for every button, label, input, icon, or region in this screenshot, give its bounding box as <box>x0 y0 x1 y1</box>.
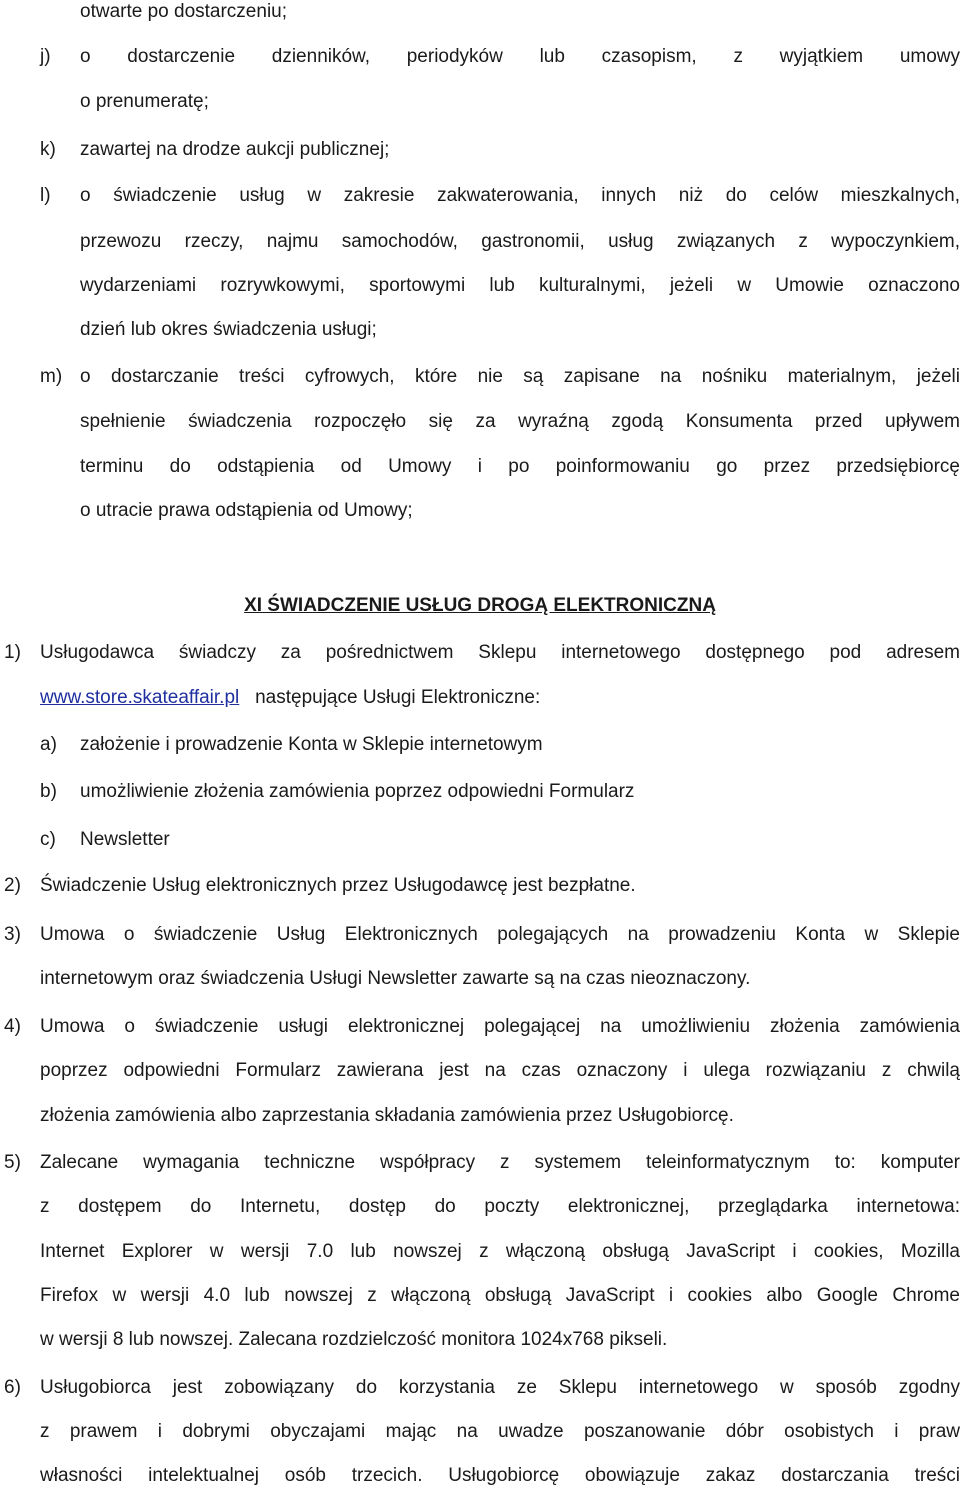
list-item-j-line: o prenumeratę; <box>80 91 209 112</box>
paragraph-6-marker: 6) <box>4 1377 21 1398</box>
list-item-m-line: o dostarczanie treści cyfrowych, które nie są zapisane na nośniku materialnym, jeżeli <box>80 366 960 387</box>
paragraph-5-line: w wersji 8 lub nowszej. Zalecana rozdzielczość monitora 1024x768 pikseli. <box>40 1329 668 1350</box>
paragraph-5-line: Internet Explorer w wersji 7.0 lub nowszej z włączoną obsługą JavaScript i cookies, Mozilla <box>40 1241 960 1262</box>
list-item-m-line: o utracie prawa odstąpienia od Umowy; <box>80 500 413 521</box>
paragraph-3-line: Umowa o świadczenie Usług Elektronicznych polegających na prowadzeniu Konta w Sklepie <box>40 924 960 945</box>
service-b-text: umożliwienie złożenia zamówienia poprzez odpowiedni Formularz <box>80 781 635 802</box>
service-c-text: Newsletter <box>80 829 170 850</box>
list-item-l-line: o świadczenie usług w zakresie zakwaterowania, innych niż do celów mieszkalnych, <box>80 185 960 206</box>
paragraph-4-line: złożenia zamówienia albo zaprzestania składania zamówienia przez Usługobiorcę. <box>40 1105 734 1126</box>
service-a-marker: a) <box>40 734 57 755</box>
paragraph-4-marker: 4) <box>4 1016 21 1037</box>
list-item-j-line: o dostarczenie dzienników, periodyków lub czasopism, z wyjątkiem umowy <box>80 46 960 67</box>
paragraph-1-line <box>40 686 540 710</box>
paragraph-6-line: Usługobiorca jest zobowiązany do korzystania ze Sklepu internetowego w sposób zgodny <box>40 1377 960 1398</box>
list-item-l-line: dzień lub okres świadczenia usługi; <box>80 319 377 340</box>
list-item-k-line: zawartej na drodze aukcji publicznej; <box>80 139 390 160</box>
paragraph-2-line: Świadczenie Usług elektronicznych przez Usługodawcę jest bezpłatne. <box>40 875 636 896</box>
list-item-j-marker: j) <box>40 46 51 67</box>
list-item-l-line: przewozu rzeczy, najmu samochodów, gastronomii, usług związanych z wypoczynkiem, <box>80 231 960 252</box>
paragraph-1-line: Usługodawca świadczy za pośrednictwem Sklepu internetowego dostępnego pod adresem <box>40 642 960 663</box>
paragraph-1-line-rest: następujące Usługi Elektroniczne: <box>255 687 541 708</box>
paragraph-3-line: internetowym oraz świadczenia Usługi Newsletter zawarte są na czas nieoznaczony. <box>40 968 751 989</box>
paragraph-5-line: z dostępem do Internetu, dostęp do poczty elektronicznej, przeglądarka internetowa: <box>40 1196 960 1217</box>
paragraph-5-line: Firefox w wersji 4.0 lub nowszej z włączoną obsługą JavaScript i cookies albo Google Chrome <box>40 1285 960 1306</box>
list-item-m-line: spełnienie świadczenia rozpoczęło się za wyraźną zgodą Konsumenta przed upływem <box>80 411 960 432</box>
list-item-l-line: wydarzeniami rozrywkowymi, sportowymi lub kulturalnymi, jeżeli w Umowie oznaczono <box>80 275 960 296</box>
paragraph-2-marker: 2) <box>4 875 21 896</box>
list-continuation-line: otwarte po dostarczeniu; <box>80 1 288 22</box>
paragraph-4-line: poprzez odpowiedni Formularz zawierana jest na czas oznaczony i ulega rozwiązaniu z chwilą <box>40 1060 960 1081</box>
service-a-text: założenie i prowadzenie Konta w Sklepie internetowym <box>80 734 543 755</box>
paragraph-6-line: własności intelektualnej osób trzecich. Usługobiorcę obowiązuje zakaz dostarczania treści <box>40 1465 960 1486</box>
paragraph-3-marker: 3) <box>4 924 21 945</box>
paragraph-5-line: Zalecane wymagania techniczne współpracy z systemem teleinformatycznym to: komputer <box>40 1152 960 1173</box>
service-b-marker: b) <box>40 781 57 802</box>
paragraph-6-line: z prawem i dobrymi obyczajami mając na uwadze poszanowanie dóbr osobistych i praw <box>40 1421 960 1442</box>
store-url-link[interactable]: www.store.skateaffair.pl <box>40 687 240 708</box>
list-item-m-marker: m) <box>40 366 63 387</box>
paragraph-4-line: Umowa o świadczenie usługi elektronicznej polegającej na umożliwieniu złożenia zamówienia <box>40 1016 960 1037</box>
list-item-k-marker: k) <box>40 139 56 160</box>
section-heading: XI ŚWIADCZENIE USŁUG DROGĄ ELEKTRONICZNĄ <box>244 595 716 616</box>
paragraph-5-marker: 5) <box>4 1152 21 1173</box>
list-item-l-marker: l) <box>40 185 51 206</box>
service-c-marker: c) <box>40 829 56 850</box>
paragraph-1-marker: 1) <box>4 642 21 663</box>
list-item-m-line: terminu do odstąpienia od Umowy i po poinformowaniu go przez przedsiębiorcę <box>80 456 960 477</box>
